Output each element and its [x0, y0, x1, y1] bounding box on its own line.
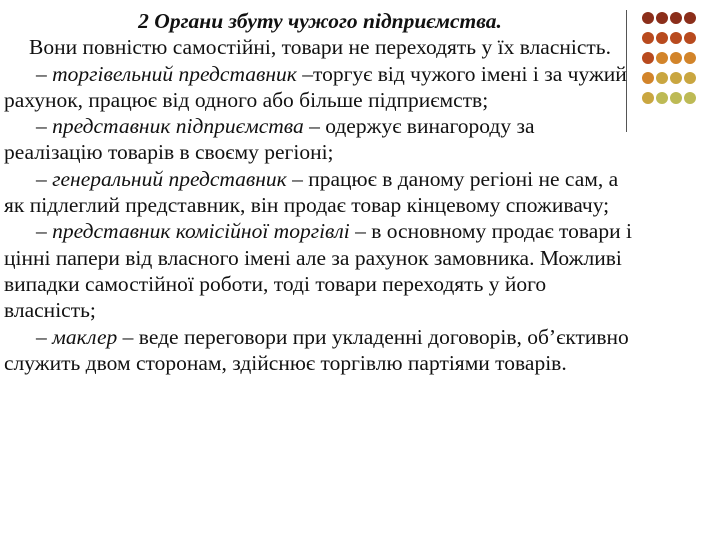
- list-item: – маклер – веде переговори при укладенні договорів, об’єктивно служить двом сторонам, здійснює торгівлю партіями товарів.: [4, 324, 629, 375]
- decorative-dot: [642, 52, 654, 64]
- list-item: – генеральний представник – працює в даному регіоні не сам, а як підлеглий представник, він продає товар кінцевому споживачу;: [4, 166, 619, 218]
- decorative-dot: [684, 52, 696, 64]
- decorative-dot: [684, 32, 696, 44]
- decorative-dot: [684, 72, 696, 84]
- term: генеральний представник: [52, 166, 287, 191]
- term: представник підприємства: [52, 114, 304, 139]
- decorative-dot: [670, 52, 682, 64]
- term: представник комісійної торгівлі: [52, 219, 350, 244]
- slide-body: [4, 8, 636, 376]
- decorative-dot: [656, 32, 668, 44]
- list-item: – представник комісійної торгівлі – в основному продає товари і цінні папери від власного імені але за рахунок замовника. Можливі випадки самостійної роботи, тоді товари переходять у його власність;: [4, 219, 632, 323]
- decorative-dot: [670, 12, 682, 24]
- decorative-dot: [642, 72, 654, 84]
- decorative-dot: [656, 72, 668, 84]
- decorative-dot: [684, 92, 696, 104]
- list-item: – торгівельний представник –торгує від чужого імені і за чужий рахунок, працює від одного або більше підприємств;: [4, 61, 627, 112]
- decorative-dot: [642, 32, 654, 44]
- decorative-dot: [670, 72, 682, 84]
- decorative-dot: [642, 92, 654, 104]
- decorative-dot: [656, 12, 668, 24]
- list-item: – представник підприємства – одержує винагороду за реалізацію товарів в своєму регіоні;: [4, 114, 535, 165]
- decorative-dot: [642, 12, 654, 24]
- decorative-dot: [656, 52, 668, 64]
- slide-intro: Вони повністю самостійні, товари не переходять у їх власність.: [29, 35, 611, 60]
- term: маклер: [52, 324, 118, 349]
- decorative-dot: [670, 92, 682, 104]
- slide-title: 2 Органи збуту чужого підприємства.: [138, 9, 502, 33]
- decorative-dot: [684, 12, 696, 24]
- term: торгівельний представник: [52, 61, 297, 86]
- decorative-dot: [656, 92, 668, 104]
- decorative-dot: [670, 32, 682, 44]
